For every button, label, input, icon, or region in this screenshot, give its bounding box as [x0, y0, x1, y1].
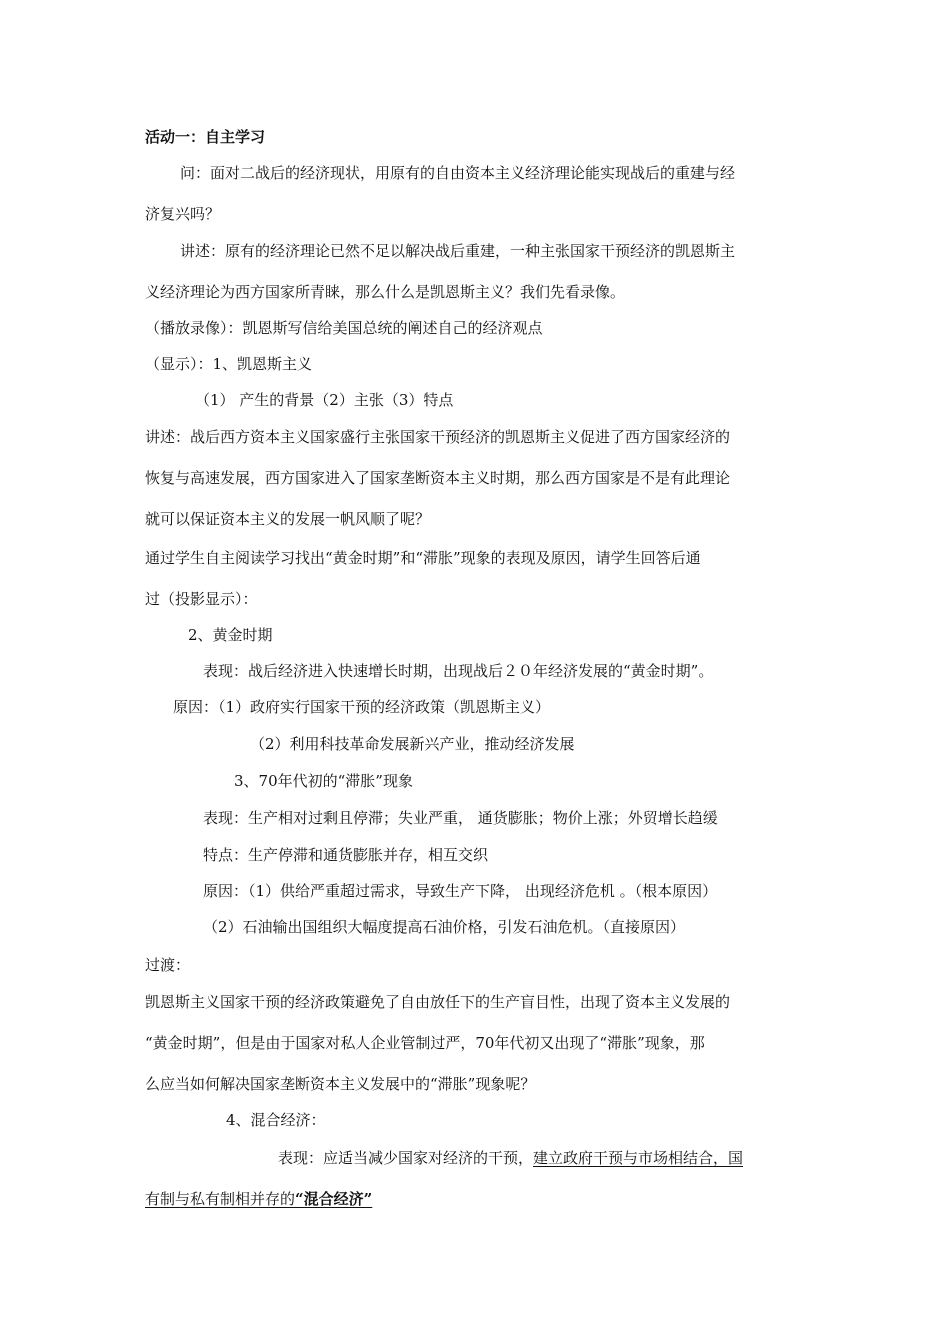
paragraph-line: 讲述：原有的经济理论已然不足以解决战后重建，一种主张国家干预经济的凯恩斯主: [180, 242, 736, 260]
paragraph-line: “黄金时期”，但是由于国家对私人企业管制过严，70年代初又出现了“滞胀”现象，那: [145, 1034, 705, 1052]
paragraph-line: 义经济理论为西方国家所青睐，那么什么是凯恩斯主义？我们先看录像。: [145, 283, 626, 301]
subheading: 3、70年代初的“滞胀”现象: [234, 772, 413, 790]
paragraph-line: 表现：生产相对过剩且停滞；失业严重， 通货膨胀；物价上涨；外贸增长趋缓: [203, 809, 718, 827]
paragraph-line: 表现：战后经济进入快速增长时期，出现战后２０年经济发展的“黄金时期”。: [203, 662, 714, 680]
paragraph-line: 问：面对二战后的经济现状，用原有的自由资本主义经济理论能实现战后的重建与经: [180, 164, 736, 182]
paragraph-line: [278, 1148, 743, 1168]
paragraph-line: 特点：生产停滞和通货膨胀并存，相互交织: [203, 846, 489, 864]
paragraph-line: 原因：（1）供给严重超过需求，导致生产下降， 出现经济危机 。（根本原因）: [203, 882, 718, 900]
paragraph-line: 么应当如何解决国家垄断资本主义发展中的“滞胀”现象呢？: [145, 1075, 536, 1093]
paragraph-line: （显示）：1、凯恩斯主义: [145, 355, 313, 373]
subheading: 4、混合经济：: [226, 1111, 326, 1129]
paragraph-line: 就可以保证资本主义的发展一帆风顺了呢？: [145, 510, 431, 528]
list-item: （1） 产生的背景（2）主张（3）特点: [195, 391, 454, 409]
paragraph-line: 原因：（1）政府实行国家干预的经济政策（凯恩斯主义）: [173, 698, 551, 716]
paragraph-line: [145, 1189, 372, 1209]
paragraph-line: 凯恩斯主义国家干预的经济政策避免了自由放任下的生产盲目性，出现了资本主义发展的: [145, 993, 731, 1011]
paragraph-line: 济复兴吗？: [145, 205, 221, 223]
section-heading: 活动一：自主学习: [145, 128, 266, 146]
underlined-text: 建立政府干预与市场相结合，国: [533, 1149, 744, 1167]
paragraph-line: （2）利用科技革命发展新兴产业，推动经济发展: [250, 735, 575, 753]
line-text: 表现：应适当减少国家对经济的干预，: [278, 1149, 534, 1167]
paragraph-line: 讲述：战后西方资本主义国家盛行主张国家干预经济的凯恩斯主义促进了西方国家经济的: [145, 428, 731, 446]
paragraph-line: 通过学生自主阅读学习找出“黄金时期”和“滞胀”现象的表现及原因，请学生回答后通: [145, 549, 701, 567]
subheading: 2、黄金时期: [188, 626, 273, 644]
paragraph-line: 恢复与高速发展，西方国家进入了国家垄断资本主义时期，那么西方国家是不是有此理论: [145, 469, 731, 487]
underlined-text: 有制与私有制相并存的: [145, 1190, 296, 1208]
paragraph-line: 过（投影显示）：: [145, 590, 258, 608]
paragraph-line: （播放录像）：凯恩斯写信给美国总统的阐述自己的经济观点: [145, 319, 543, 337]
emphasis-text: “混合经济”: [295, 1190, 373, 1208]
paragraph-line: 过渡：: [145, 956, 191, 974]
paragraph-line: （2）石油输出国组织大幅度提高石油价格，引发石油危机。（直接原因）: [203, 918, 686, 936]
